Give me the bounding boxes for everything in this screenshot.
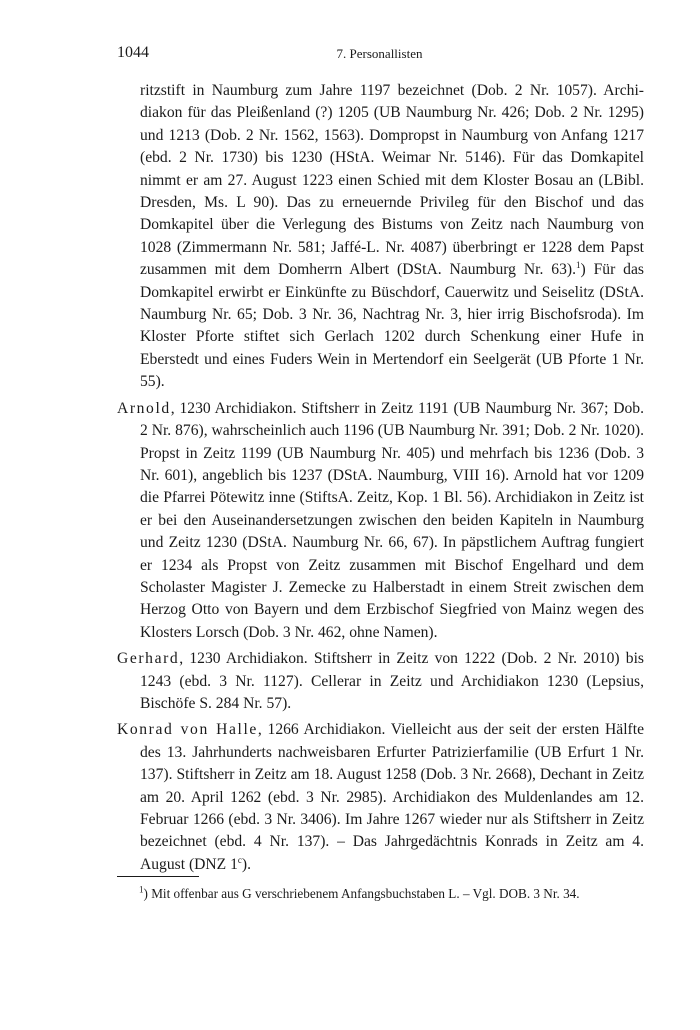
footnote-text: ) Mit offenbar aus G verschriebenem Anfangsbuchstaben L. – Vgl. DOB. 3 Nr. 34.	[143, 886, 580, 901]
entry-text: , 1266 Archidiakon. Vielleicht aus der seit der ersten Hälfte des 13. Jahrhunderts nachweisbaren Erfurter Patrizierfamilie (UB Erfurt 1 Nr. 137). Stiftsherr in Zeitz am 18. August 1258 (Dob. 3 Nr. 2668), Dechant in Zeitz am 20. April 1262 (ebd. 3 Nr. 2985). Archidiakon des Muldenlandes am 12. Februar 1266 (ebd. 3 Nr. 3406). Im Jahre 1267 wieder nur als Stiftsherr in Zeitz bezeichnet (ebd. 4 Nr. 137). – Das Jahrgedächtnis Konrads in Zeitz am 4. August (DNZ 1	[140, 721, 644, 873]
continued-text-part-1: ritzstift in Naumburg zum Jahre 1197 bezeichnet (Dob. 2 Nr. 1057). Archidiakon für das Pleißenland (?) 1205 (UB Naumburg Nr. 426; Dob. 2 Nr. 1295) und 1213 (Dob. 2 Nr. 1562, 1563). Dompropst in Naumburg von Anfang 1217 (ebd. 2 Nr. 1730) bis 1230 (HStA. Weimar Nr. 5146). Für das Domkapitel nimmt er am 27. August 1223 einen Schied mit dem Kloster Bosau an (LBibl. Dresden, Ms. L 90). Das zu erneuernde Privileg für den Bischof und das Domkapitel über die Verlegung des Bistums von Zeitz nach Naumburg von 1028 (Zimmermann Nr. 581; Jaffé-L. Nr. 4087) überbringt er 1228 dem Papst zusammen mit dem Domherrn Albert (DStA. Naumburg Nr. 63).	[140, 82, 644, 279]
footnote-divider	[117, 876, 199, 877]
page-number: 1044	[117, 44, 149, 61]
entry-name: Konrad von Halle	[117, 721, 258, 739]
entry-text: , 1230 Archidiakon. Stiftsherr in Zeitz von 1222 (Dob. 2 Nr. 2010) bis 1243 (ebd. 3 Nr. 1127). Cellerar in Zeitz und Archidiakon 1230 (Lepsius, Bischöfe S. 284 Nr. 57).	[140, 650, 644, 712]
footnotes	[117, 884, 642, 903]
superscript-c: c	[237, 854, 242, 865]
footnote-1	[117, 884, 642, 903]
footnote-reference: 1	[575, 260, 581, 271]
entry-text: , 1230 Archidiakon. Stiftsherr in Zeitz 1191 (UB Naumburg Nr. 367; Dob. 2 Nr. 876), wahrscheinlich auch 1196 (UB Naumburg Nr. 391; Dob. 2 Nr. 1020). Propst in Zeitz 1199 (UB Naumburg Nr. 405) und mehrfach bis 1236 (Dob. 3 Nr. 601), angeblich bis 1237 (DStA. Naumburg, VIII 16). Arnold hat vor 1209 die Pfarrei Pötewitz inne (StiftsA. Zeitz, Kop. 1 Bl. 56). Archidiakon in Zeitz ist er bei den Auseinandersetzungen zwischen den beiden Kapiteln in Naumburg und Zeitz 1230 (DStA. Naumburg Nr. 66, 67). In päpstlichem Auftrag fungiert er 1234 als Propst von Zeitz zusammen mit Bischof Engelhard und dem Scholaster Magister J. Zemecke zu Halberstadt in einem Streit zwischen dem Herzog Otto von Bayern und dem Erzbischof Siegfried von Mainz wegen des Klosters Lorsch (Dob. 3 Nr. 462, ohne Namen).	[140, 399, 644, 641]
entry-name: Gerhard	[117, 650, 180, 668]
chapter-title: 7. Personallisten	[336, 46, 423, 61]
running-head	[117, 44, 642, 66]
entry-text-end: ).	[241, 855, 251, 873]
continued-entry-paragraph	[117, 80, 644, 394]
main-text	[117, 80, 644, 880]
footnote-marker: 1	[139, 884, 144, 895]
entry-konrad-von-halle	[117, 719, 644, 876]
entry-name: Arnold	[117, 399, 171, 417]
continued-text-part-2: ) Für das Domkapitel erwirbt er Einkünfte zu Büschdorf, Cauerwitz und Seiselitz (DStA. Naumburg Nr. 65; Dob. 3 Nr. 36, Nachtrag Nr. 3, hier irrig Bischofsroda). Im Kloster Pforte stiftet sich Gerlach 1202 durch Schenkung einer Hufe in Eberstedt und eines Fuders Wein in Mertendorf ein Seelgerät (UB Pforte 1 Nr. 55).	[140, 261, 644, 391]
entry-arnold	[117, 398, 644, 644]
entry-gerhard	[117, 648, 644, 715]
